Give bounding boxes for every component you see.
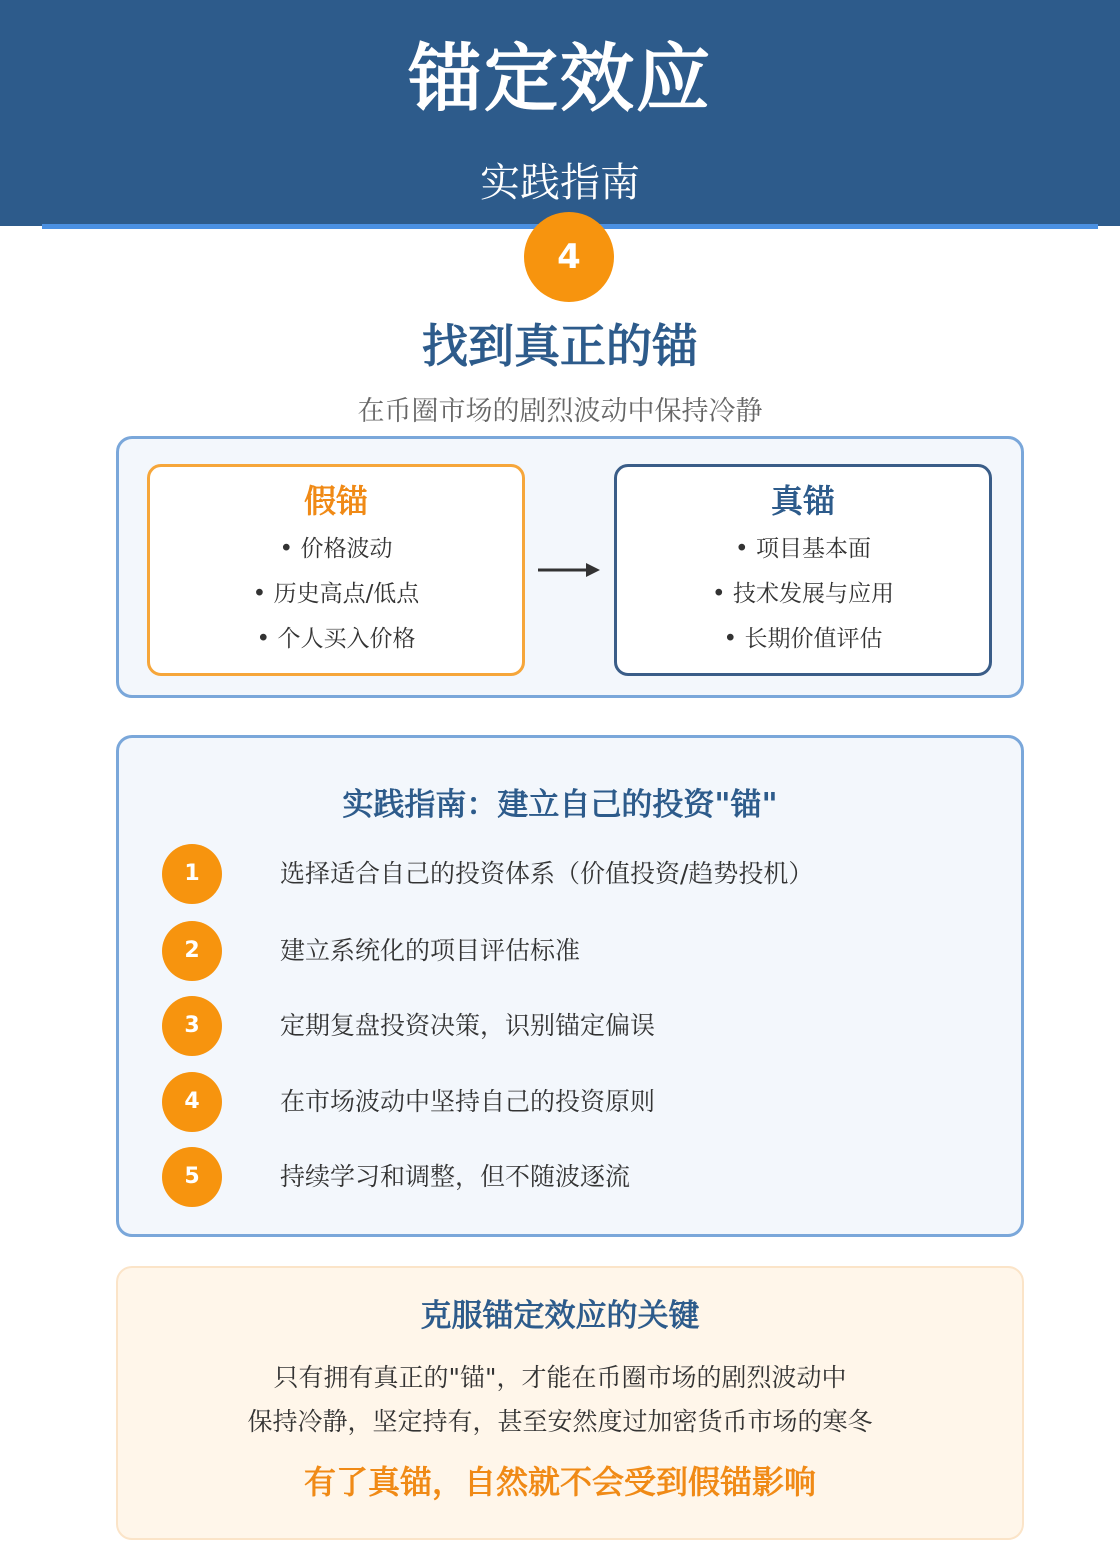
- guide-step: [162, 1072, 982, 1132]
- fake-anchor-item: • 价格波动: [150, 527, 522, 572]
- section-title: 找到真正的锚: [422, 319, 698, 373]
- step-number-badge: 5: [162, 1147, 222, 1207]
- fake-anchor-item: • 个人买入价格: [150, 617, 522, 662]
- step-text: 选择适合自己的投资体系（价值投资/趋势投机）: [280, 859, 814, 888]
- step-text: 定期复盘投资决策，识别锚定偏误: [280, 1011, 656, 1040]
- key-insight-title: 克服锚定效应的关键: [420, 1298, 700, 1334]
- real-anchor-title: 真锚: [770, 482, 835, 520]
- fake-anchor-card: [147, 464, 525, 676]
- guide-step: [162, 844, 982, 904]
- step-text: 持续学习和调整，但不随波逐流: [280, 1162, 631, 1191]
- step-text: 在市场波动中坚持自己的投资原则: [280, 1087, 656, 1116]
- step-number-badge: 2: [162, 921, 222, 981]
- guide-step: [162, 1147, 982, 1207]
- section-number-badge: 4: [524, 212, 614, 302]
- guide-step: [162, 921, 982, 981]
- page-title: 锚定效应: [408, 36, 712, 122]
- guide-step: [162, 996, 982, 1056]
- right-arrow-icon: [538, 558, 600, 582]
- real-anchor-item: • 项目基本面: [617, 527, 989, 572]
- step-number-badge: 1: [162, 844, 222, 904]
- key-insight-line: 只有拥有真正的"锚"，才能在币圈市场的剧烈波动中: [273, 1363, 847, 1392]
- key-insight-highlight: 有了真锚，自然就不会受到假锚影响: [303, 1463, 816, 1501]
- step-number-badge: 4: [162, 1072, 222, 1132]
- fake-anchor-item: • 历史高点/低点: [150, 572, 522, 617]
- fake-anchor-title: 假锚: [303, 482, 368, 520]
- real-anchor-item: • 技术发展与应用: [617, 572, 989, 617]
- step-text: 建立系统化的项目评估标准: [280, 936, 581, 965]
- real-anchor-card: [614, 464, 992, 676]
- page-subtitle: 实践指南: [480, 160, 640, 206]
- key-insight-line: 保持冷静，坚定持有，甚至安然度过加密货币市场的寒冬: [247, 1407, 873, 1436]
- real-anchor-item: • 长期价值评估: [617, 617, 989, 662]
- step-number-badge: 3: [162, 996, 222, 1056]
- practice-guide-title: 实践指南：建立自己的投资"锚": [342, 787, 778, 823]
- section-subtitle: 在币圈市场的剧烈波动中保持冷静: [357, 396, 763, 427]
